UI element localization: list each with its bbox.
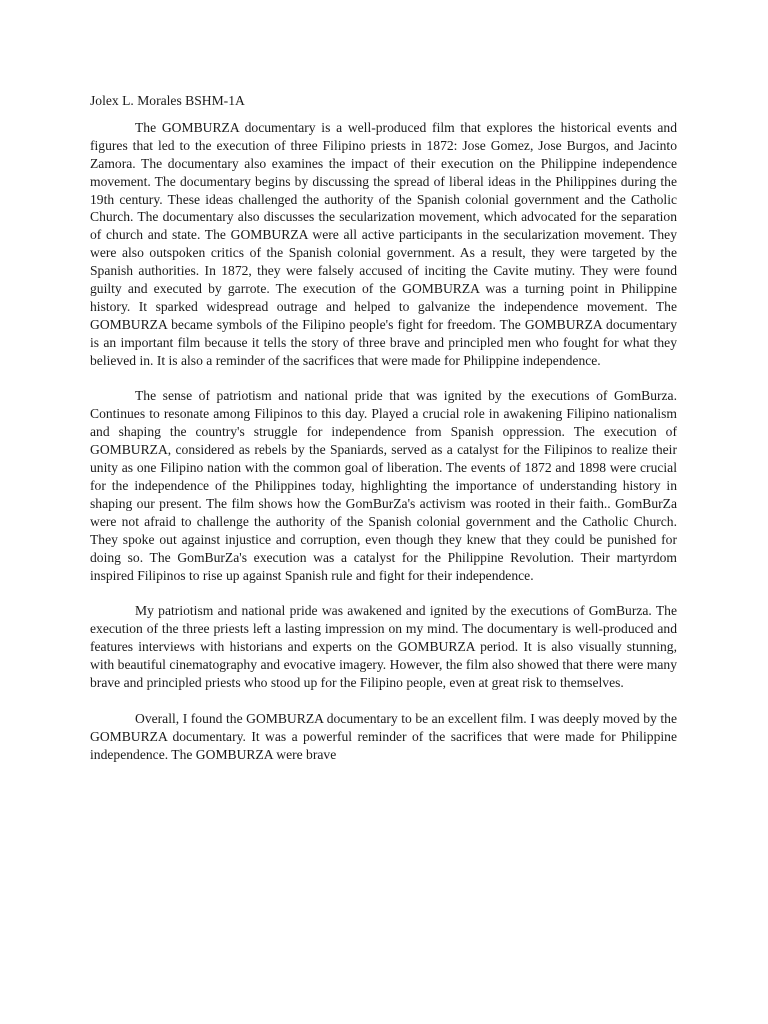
author-line: Jolex L. Morales BSHM-1A [90,93,245,108]
paragraph-1: The GOMBURZA documentary is a well-produced film that explores the historical events and figures that led to the execution of three Filipino priests in 1872: Jose Gomez, Jose Burgos, and Jacinto Zamora. The documentary also examines the impact of their execution on the Philippine independence movement. The documentary begins by discussing the spread of liberal ideas in the Philippines during the 19th century. These ideas challenged the authority of the Spanish colonial government and the Catholic Church. The documentary also discusses the secularization movement, which advocated for the separation of church and state. The GOMBURZA were all active participants in the secularization movement. They were also outspoken critics of the Spanish colonial government. As a result, they were targeted by the Spanish authorities. In 1872, they were falsely accused of inciting the Cavite mutiny. They were found guilty and executed by garrote. The execution of the GOMBURZA was a turning point in Philippine history. It sparked widespread outrage and helped to galvanize the independence movement. The GOMBURZA became symbols of the Filipino people's fight for freedom. The GOMBURZA documentary is an important film because it tells the story of three brave and principled men who fought for what they believed in. It is also a reminder of the sacrifices that were made for Philippine independence. [90,119,677,368]
document-page [90,92,677,763]
paragraph-3: My patriotism and national pride was awakened and ignited by the executions of GomBurza. The execution of the three priests left a lasting impression on my mind. The documentary is well-produced and features interviews with historians and experts on the GOMBURZA period. It is also visually stunning, with beautiful cinematography and evocative imagery. However, the film also showed that there were many brave and principled priests who stood up for the Filipino people, even at great risk to themselves. [90,603,677,690]
paragraph-2: The sense of patriotism and national pride that was ignited by the executions of GomBurza. Continues to resonate among Filipinos to this day. Played a crucial role in awakening Filipino nationalism and shaping the country's struggle for independence from Spanish oppression. The execution of GOMBURZA, considered as rebels by the Spaniards, served as a catalyst for the Filipinos to realize their unity as one Filipino nation with the common goal of liberation. The events of 1872 and 1898 were crucial for the independence of the Philippines today, highlighting the importance of understanding history in shaping our present. The film shows how the GomBurZa's activism was rooted in their faith.. GomBurZa were not afraid to challenge the authority of the Spanish colonial government and the Catholic Church. They spoke out against injustice and corruption, even though they knew that they could be punished for doing so. The GomBurZa's execution was a catalyst for the Philippine Revolution. Their martyrdom inspired Filipinos to rise up against Spanish rule and fight for their independence. [90,388,677,583]
paragraph-4: Overall, I found the GOMBURZA documentary to be an excellent film. I was deeply moved by the GOMBURZA documentary. It was a powerful reminder of the sacrifices that were made for Philippine independence. The GOMBURZA were brave [90,710,677,762]
